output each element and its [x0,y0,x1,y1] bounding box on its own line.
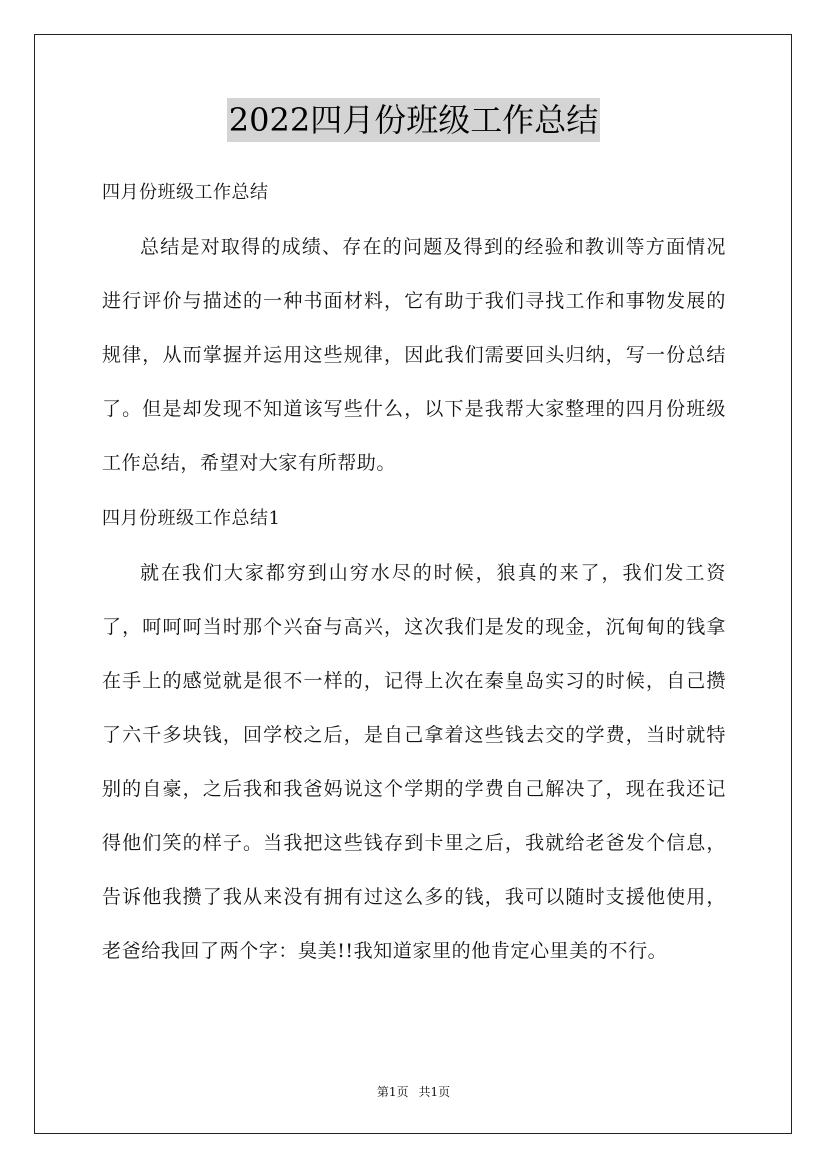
document-title: 2022四月份班级工作总结 [227,98,600,142]
page-total: 共1页 [418,1085,451,1099]
section-heading: 四月份班级工作总结1 [102,508,281,529]
page-number: 第1页 [376,1085,409,1099]
intro-heading: 四月份班级工作总结 [102,182,269,203]
intro-paragraph: 总结是对取得的成绩、存在的问题及得到的经验和教训等方面情况进行评价与描述的一种书面材料，它有助于我们寻找工作和事物发展的规律，从而掌握并运用这些规律，因此我们需要回头归纳，写一份总结了。但是却发现不知道该写些什么，以下是我帮大家整理的四月份班级工作总结，希望对大家有所帮助。 [102,236,726,474]
title-container [0,98,827,142]
page-footer [0,1084,827,1100]
section-paragraph: 就在我们大家都穷到山穷水尽的时候，狼真的来了，我们发工资了，呵呵呵当时那个兴奋与高兴，这次我们是发的现金，沉甸甸的钱拿在手上的感觉就是很不一样的，记得上次在秦皇岛实习的时候，自己攒了六千多块钱，回学校之后，是自己拿着这些钱去交的学费，当时就特别的自豪，之后我和我爸妈说这个学期的学费自己解决了，现在我还记得他们笑的样子。当我把这些钱存到卡里之后，我就给老爸发个信息，告诉他我攒了我从来没有拥有过这么多的钱，我可以随时支援他使用，老爸给我回了两个字：臭美!!我知道家里的他肯定心里美的不行。 [102,562,726,962]
